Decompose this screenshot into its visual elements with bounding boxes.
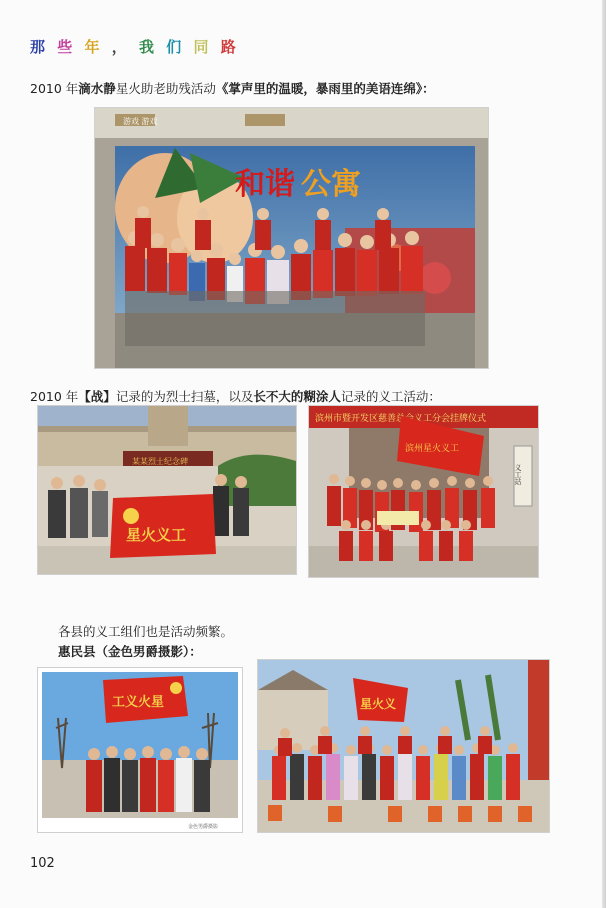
section1-caption bbox=[30, 79, 435, 97]
header-char: 同 bbox=[193, 38, 211, 56]
county-photographer: （金色男爵摄影）： bbox=[95, 644, 202, 659]
plaque-text: 义工站 bbox=[514, 464, 522, 485]
caption-group: 滴水静 bbox=[78, 81, 116, 96]
flag-text: 工义火星 bbox=[112, 695, 165, 710]
ceiling-sign: 游戏 游戏 bbox=[123, 117, 158, 126]
flag-text: 星火义工 bbox=[126, 526, 187, 544]
section3-intro: 各县的义工组们也是活动频繁。 bbox=[58, 624, 234, 639]
header-char: 些 bbox=[57, 38, 75, 56]
header-char: 年 bbox=[84, 38, 102, 56]
running-header bbox=[30, 36, 241, 60]
ceremony-flag: 滨州星火义工 bbox=[405, 444, 460, 454]
header-char: ， bbox=[111, 38, 129, 56]
caption-group-2: 长不大的糊涂人 bbox=[253, 389, 341, 404]
header-char: 那 bbox=[30, 38, 48, 56]
caption-activity: 星火助老助残活动 bbox=[115, 81, 216, 96]
photo-credit: 金色男爵摄影 bbox=[188, 824, 219, 830]
caption-activity-title: 《掌声里的温暖，暴雨里的美语连绵》： bbox=[215, 81, 435, 96]
ceremony-banner: 滨州市暨开发区慈善总会义工分会挂牌仪式 bbox=[315, 414, 487, 424]
caption-activity: 记录的为烈士扫墓，以及 bbox=[115, 389, 254, 404]
header-char: 我 bbox=[139, 38, 157, 56]
caption-year: 2010 年 bbox=[30, 389, 79, 404]
photo-martyr-tomb-sweeping bbox=[38, 406, 296, 574]
photo-harmony-apartment-group bbox=[95, 108, 488, 368]
page-number: 102 bbox=[30, 856, 55, 871]
page-edge bbox=[602, 0, 606, 908]
header-char: 路 bbox=[220, 38, 238, 56]
flag-text: 星火义 bbox=[360, 697, 397, 711]
header-char: 们 bbox=[166, 38, 184, 56]
monument-text: 某某烈士纪念碑 bbox=[132, 457, 188, 466]
caption-group: 【战】 bbox=[78, 389, 116, 404]
photo-huimin-group-left bbox=[38, 668, 242, 832]
section2-caption bbox=[30, 387, 441, 405]
banner-accent: 公寓 bbox=[301, 167, 361, 202]
county-caption bbox=[58, 642, 202, 660]
caption-activity-end: 记录的义工活动： bbox=[340, 389, 441, 404]
caption-year: 2010 年 bbox=[30, 81, 79, 96]
banner-main: 和谐 bbox=[235, 167, 295, 202]
photo-huimin-group-right bbox=[258, 660, 549, 832]
photo-volunteer-branch-ceremony bbox=[309, 406, 538, 577]
county-label: 惠民县 bbox=[58, 644, 96, 659]
